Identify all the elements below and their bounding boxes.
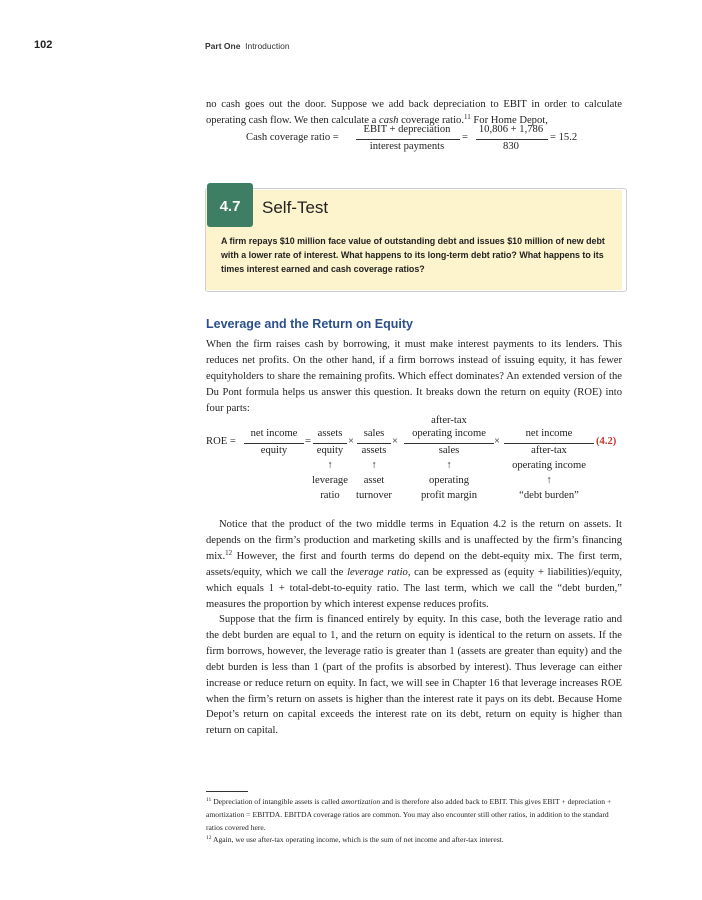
section-paragraph: When the firm raises cash by borrowing, it must make interest payments to its lenders. This reduces net profits. On the other hand, if a firm borrows instead of issuing equity, it has fewer equityholders to share the remaining profits. Which effect dominates? An extended version of the Du Pont formula helps us answer this question. It breaks down the return on equity (ROE) into four parts: (206, 339, 622, 414)
cash-coverage-equals: = (462, 132, 468, 143)
label-operating-line2: profit margin (421, 490, 477, 501)
roe-f5-bar (504, 443, 594, 444)
roe-f3-numerator: sales (363, 428, 385, 439)
arrow-debt-burden-icon: ↑ (546, 475, 552, 486)
self-test-title: Self-Test (262, 198, 329, 217)
cash-coverage-result: = 15.2 (550, 132, 578, 143)
arrow-leverage-icon: ↑ (327, 460, 333, 471)
roe-f4-denominator: sales (438, 445, 460, 456)
suppose-paragraph: Suppose that the firm is financed entirely by equity. In this case, both the leverage ratio and the debt burden are equal to 1, and the return on equity is identical to the return on assets. If the firm borrows, however, the leverage ratio is greater than 1 (assets are greater than equity) and the debt burden is less than 1 (part of the profits is absorbed by interest). Thus leverage can either increase or reduce return on equity. In fact, we will see in Chapter 16 that leverage increases ROE when the firm’s return on assets is higher than the interest rate it pays on its debt. Because Home Depot’s return on capital exceeds the interest rate on its debt, return on equity is higher than return on capital. (206, 614, 622, 737)
roe-f5-denominator-line1: after-tax (531, 445, 567, 456)
section-heading: Leverage and the Return on Equity (206, 317, 413, 331)
label-leverage-line1: leverage (312, 475, 348, 486)
roe-f4-numerator-line1: after-tax (431, 415, 467, 426)
roe-f2-denominator: equity (316, 445, 344, 456)
footnote-12 (206, 834, 624, 847)
label-leverage-line2: ratio (320, 490, 340, 501)
notice-text-3: can be expressed as (equity + liabilities)/equity, which equals 1 + total-debt-to-equity ratio. The last term, which we call the “debt burden,” measures the proportion by which interest expense reduces profits. (206, 566, 622, 610)
cash-coverage-value-denominator: 830 (503, 141, 519, 152)
roe-f3-denominator: assets (361, 445, 387, 456)
roe-f4-numerator-line2: operating income (412, 428, 486, 439)
intro-text-3: For Home Depot, (470, 114, 548, 126)
label-asset-line2: turnover (356, 490, 392, 501)
footnote-ref-12[interactable]: 12 (225, 548, 233, 557)
footnote-11 (206, 796, 624, 834)
page-number: 102 (34, 39, 53, 51)
roe-f3-bar (357, 443, 391, 444)
label-operating-line1: operating (428, 475, 469, 486)
roe-equals: = (305, 436, 311, 447)
roe-f5-denominator-line2: operating income (512, 460, 586, 471)
footnote-rule (206, 791, 248, 792)
cash-coverage-label: Cash coverage ratio = (246, 132, 339, 143)
roe-f1-numerator: net income (250, 428, 298, 439)
cash-coverage-denominator: interest payments (369, 141, 445, 152)
footnote-11-text-2: and is therefore also added back to EBIT. This gives EBIT + depreciation + amortization = EBITDA. EBITDA coverage ratios are common. You may also encounter still other ratios, in addition to the standard ratios covered here. (206, 797, 612, 832)
footnote-11-text-1: Depreciation of intangible assets is called (211, 797, 342, 806)
roe-lhs: ROE = (206, 436, 236, 447)
footnote-11-number: 11 (206, 797, 212, 803)
notice-text-2: However, the first and fourth terms do depend on the debt-equity mix. The first term, assets/equity, which we call the (206, 550, 622, 578)
arrow-operating-margin-icon: ↑ (446, 460, 452, 471)
chapter-label: Introduction (245, 41, 290, 51)
footnote-11-italic: amortization (341, 797, 381, 806)
part-label: Part One (205, 41, 241, 51)
roe-f2-bar (313, 443, 347, 444)
footnote-ref-11[interactable]: 11 (464, 112, 471, 121)
intro-text-2: coverage ratio. (398, 114, 465, 126)
self-test-number-badge: 4.7 (207, 183, 253, 227)
notice-paragraph (206, 517, 622, 612)
notice-text-1: Notice that the product of the two middle terms in Equation 4.2 is the return on assets. It depends on the firm’s production and marketing skills and is unaffected by the firm’s financing mix. (206, 519, 622, 562)
cash-coverage-value-bar (476, 139, 548, 140)
label-debt-burden: “debt burden” (519, 490, 579, 501)
roe-f2-numerator: assets (317, 428, 343, 439)
cash-coverage-value-numerator: 10,806 + 1,786 (478, 124, 544, 135)
roe-f1-bar (244, 443, 304, 444)
arrow-asset-turnover-icon: ↑ (371, 460, 377, 471)
roe-times-2: × (392, 436, 398, 447)
self-test-question: A firm repays $10 million face value of outstanding debt and issues $10 million of new debt with a lower rate of interest. What happens to its long-term debt ratio? What happens to its times interest earned and cash coverage ratios? (221, 236, 605, 275)
intro-italic-cash: cash (379, 114, 399, 126)
label-asset-line1: asset (363, 475, 385, 486)
running-header (205, 41, 290, 51)
roe-f5-numerator: net income (525, 428, 573, 439)
equation-number: (4.2) (596, 436, 617, 447)
cash-coverage-numerator: EBIT + depreciation (363, 124, 451, 135)
cash-coverage-fraction-bar (356, 139, 460, 140)
roe-f1-denominator: equity (260, 445, 288, 456)
footnote-12-text: Again, we use after-tax operating income, which is the sum of net income and after-tax interest. (211, 835, 504, 844)
intro-text-1: no cash goes out the door. Suppose we add back depreciation to EBIT in order to calculate operating cash flow. We then calculate a (206, 99, 622, 126)
roe-times-1: × (348, 436, 354, 447)
roe-f4-bar (404, 443, 494, 444)
notice-italic-term: leverage ratio, (347, 566, 411, 578)
footnote-12-number: 12 (206, 835, 212, 841)
roe-times-3: × (494, 436, 500, 447)
